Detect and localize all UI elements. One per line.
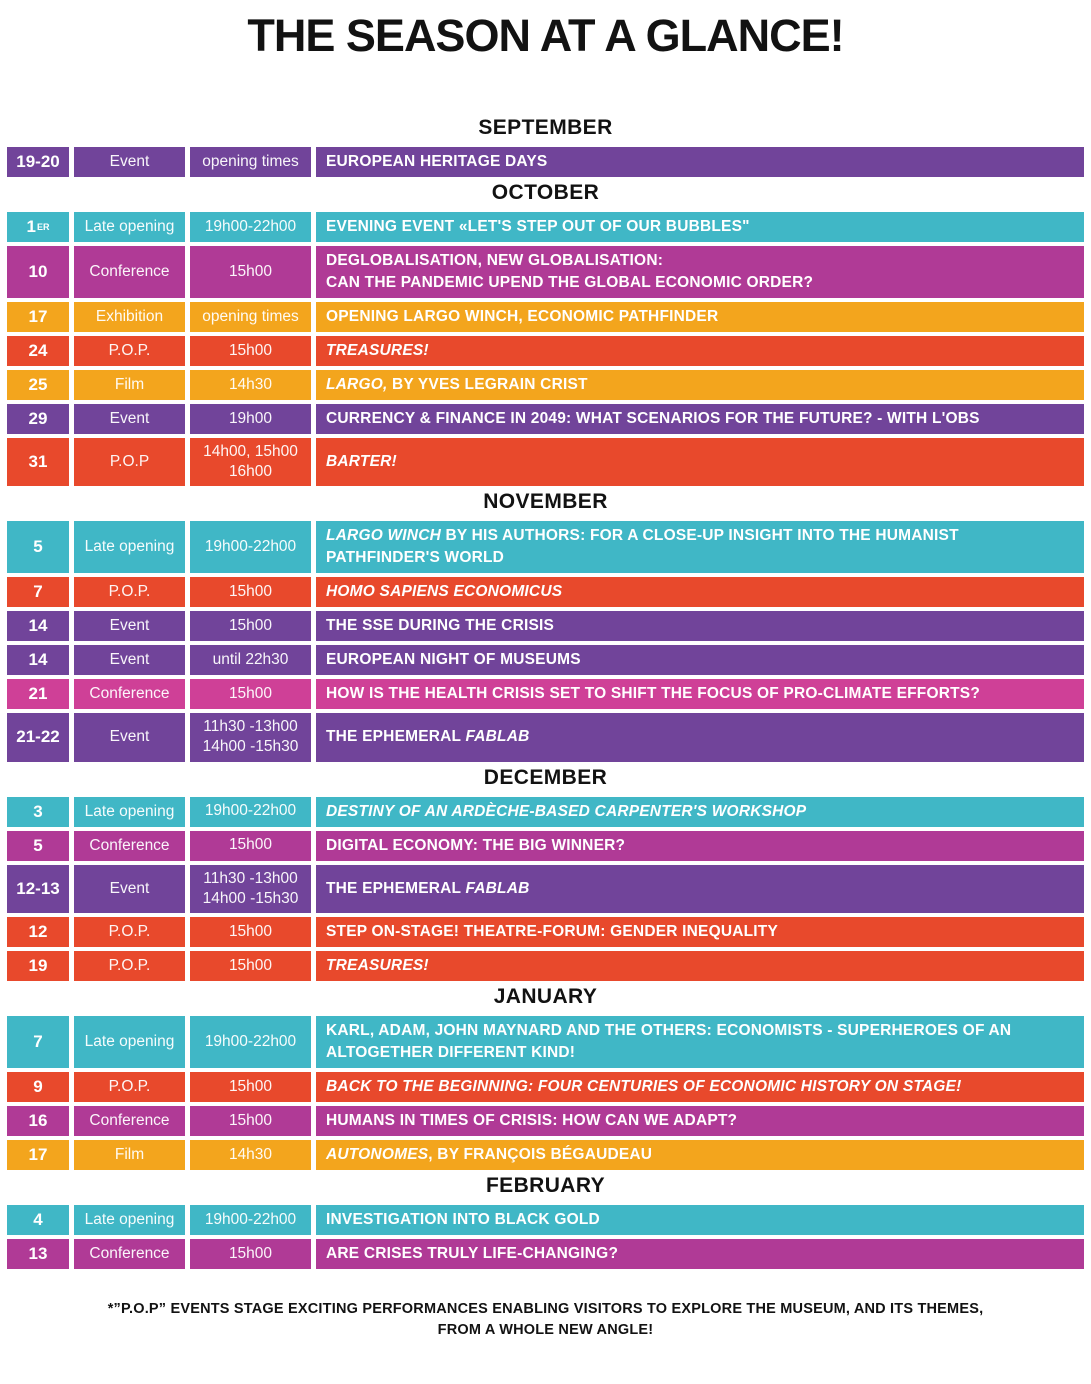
- time-line: 15h00: [228, 1244, 273, 1262]
- title-line: [326, 835, 625, 857]
- type-cell: Event: [74, 404, 185, 434]
- type-cell: Conference: [74, 1106, 185, 1136]
- title-cell: [316, 831, 1084, 861]
- title-segment-italic: HOMO SAPIENS ECONOMICUS: [326, 583, 563, 601]
- date-cell: 19-20: [7, 147, 69, 177]
- title-line: [326, 726, 530, 748]
- title-segment: INVESTIGATION INTO BLACK GOLD: [326, 1210, 600, 1228]
- time-line: 15h00: [228, 583, 273, 601]
- title-segment: , BY FRANÇOIS BÉGAUDEAU: [428, 1145, 653, 1163]
- time-cell: [190, 577, 311, 607]
- time-cell: [190, 1239, 311, 1269]
- footnote-line-2: FROM A WHOLE NEW ANGLE!: [437, 1321, 654, 1338]
- title-line: [326, 878, 530, 900]
- schedule: [7, 116, 1084, 1269]
- title-line: [326, 340, 429, 362]
- type-cell: P.O.P.: [74, 336, 185, 366]
- title-line: [326, 1209, 600, 1231]
- type-cell: Film: [74, 370, 185, 400]
- title-line: [326, 525, 959, 547]
- title-segment: CAN THE PANDEMIC UPEND THE GLOBAL ECONOMIC ORDER?: [326, 274, 814, 291]
- title-segment: HOW IS THE HEALTH CRISIS SET TO SHIFT THE FOCUS OF PRO-CLIMATE EFFORTS?: [326, 685, 980, 703]
- time-line: 19h00-22h00: [204, 1210, 297, 1228]
- time-line: 15h00: [228, 922, 273, 940]
- time-line: 14h00, 15h00: [203, 443, 298, 460]
- title-cell: [316, 370, 1084, 400]
- date-cell: 16: [7, 1106, 69, 1136]
- schedule-row: [7, 1205, 1084, 1235]
- schedule-row: [7, 645, 1084, 675]
- time-line: 14h30: [228, 375, 273, 393]
- type-cell: P.O.P.: [74, 1072, 185, 1102]
- schedule-row: [7, 611, 1084, 641]
- date-cell: 25: [7, 370, 69, 400]
- month-heading: JANUARY: [493, 984, 598, 1008]
- date-cell: 9: [7, 1072, 69, 1102]
- type-cell: Event: [74, 713, 185, 761]
- title-line: [326, 451, 397, 473]
- time-line: 15h00: [228, 685, 273, 703]
- title-cell: [316, 212, 1084, 242]
- title-line: [326, 1110, 737, 1132]
- schedule-row: [7, 1106, 1084, 1136]
- time-line: 14h00 -15h30: [202, 738, 299, 756]
- type-cell: Late opening: [74, 1016, 185, 1068]
- title-cell: [316, 577, 1084, 607]
- month-heading: DECEMBER: [483, 765, 608, 789]
- title-segment: DEGLOBALISATION, NEW GLOBALISATION:: [326, 252, 664, 269]
- type-cell: P.O.P.: [74, 577, 185, 607]
- time-line: opening times: [202, 307, 299, 325]
- time-line: 15h00: [228, 1077, 273, 1095]
- title-segment: KARL, ADAM, JOHN MAYNARD AND THE OTHERS: ECONOMISTS - SUPERHEROES OF AN: [326, 1021, 1012, 1039]
- title-line: [326, 615, 554, 637]
- schedule-row: [7, 1072, 1084, 1102]
- time-cell: [190, 438, 311, 486]
- schedule-row: [7, 246, 1084, 298]
- month-heading: FEBRUARY: [485, 1173, 606, 1197]
- schedule-row: [7, 1239, 1084, 1269]
- time-line: 15h00: [228, 262, 273, 280]
- type-cell: P.O.P.: [74, 917, 185, 947]
- title-segment-italic: FABLAB: [465, 728, 530, 746]
- date-cell: 17: [7, 302, 69, 332]
- title-cell: [316, 438, 1084, 486]
- time-cell: [190, 147, 311, 177]
- title-cell: [316, 1205, 1084, 1235]
- title-line: [326, 955, 429, 977]
- time-line: 15h00: [228, 956, 273, 974]
- title-line: [326, 683, 980, 705]
- type-cell: Conference: [74, 679, 185, 709]
- schedule-row: [7, 577, 1084, 607]
- date-cell: 4: [7, 1205, 69, 1235]
- date-cell: 14: [7, 611, 69, 641]
- type-cell: P.O.P.: [74, 951, 185, 981]
- date-cell: 24: [7, 336, 69, 366]
- type-cell: Conference: [74, 831, 185, 861]
- date-cell: 5: [7, 831, 69, 861]
- type-cell: Late opening: [74, 797, 185, 827]
- title-segment: HUMANS IN TIMES OF CRISIS: HOW CAN WE ADAPT?: [326, 1111, 738, 1129]
- schedule-row: [7, 713, 1084, 761]
- month-heading: OCTOBER: [491, 181, 600, 204]
- date-cell: 5: [7, 521, 69, 573]
- schedule-row: [7, 797, 1084, 827]
- title-cell: [316, 917, 1084, 947]
- title-line: [326, 547, 504, 569]
- title-line: [326, 649, 581, 671]
- title-cell: [316, 611, 1084, 641]
- time-cell: [190, 917, 311, 947]
- title-line: [326, 250, 663, 272]
- type-cell: Late opening: [74, 212, 185, 242]
- title-cell: [316, 521, 1084, 573]
- title-cell: [316, 404, 1084, 434]
- title-segment: EVENING EVENT «LET'S STEP OUT OF OUR BUBBLES": [326, 218, 750, 235]
- type-cell: Late opening: [74, 1205, 185, 1235]
- title-line: [326, 1042, 575, 1064]
- schedule-row: [7, 370, 1084, 400]
- time-line: 15h00: [228, 617, 273, 635]
- title-cell: [316, 336, 1084, 366]
- title-line: [326, 272, 813, 294]
- time-cell: [190, 645, 311, 675]
- title-cell: [316, 679, 1084, 709]
- schedule-row: [7, 147, 1084, 177]
- title-line: [326, 1144, 652, 1166]
- title-cell: [316, 645, 1084, 675]
- time-cell: [190, 521, 311, 573]
- title-segment: ARE CRISES TRULY LIFE-CHANGING?: [326, 1244, 619, 1262]
- title-segment-italic: AUTONOMES: [326, 1145, 429, 1163]
- title-line: [326, 921, 778, 943]
- time-cell: [190, 1016, 311, 1068]
- schedule-row: [7, 404, 1084, 434]
- title-cell: [316, 246, 1084, 298]
- title-segment-italic: DESTINY OF AN ARDÈCHE-BASED CARPENTER'S WORKSHOP: [326, 802, 807, 820]
- time-line: 14h00 -15h30: [202, 889, 299, 907]
- title-cell: [316, 865, 1084, 913]
- time-cell: [190, 1106, 311, 1136]
- time-cell: [190, 865, 311, 913]
- type-cell: Film: [74, 1140, 185, 1170]
- season-schedule-page: [0, 10, 1091, 1341]
- date-cell: 10: [7, 246, 69, 298]
- date-cell: 7: [7, 577, 69, 607]
- title-line: [326, 216, 750, 238]
- date-cell: 21-22: [7, 713, 69, 761]
- time-cell: [190, 246, 311, 298]
- type-cell: Conference: [74, 1239, 185, 1269]
- title-segment: OPENING LARGO WINCH, ECONOMIC PATHFINDER: [326, 308, 719, 325]
- time-cell: [190, 1140, 311, 1170]
- title-line: [326, 408, 980, 430]
- type-cell: Event: [74, 645, 185, 675]
- date-cell: 21: [7, 679, 69, 709]
- schedule-row: [7, 679, 1084, 709]
- time-cell: [190, 831, 311, 861]
- title-cell: [316, 1016, 1084, 1068]
- type-cell: Event: [74, 147, 185, 177]
- date-cell: 17: [7, 1140, 69, 1170]
- footnote: [0, 1299, 1091, 1341]
- time-line: 15h00: [228, 836, 273, 854]
- schedule-row: [7, 1016, 1084, 1068]
- title-cell: [316, 1106, 1084, 1136]
- title-segment: BY YVES LEGRAIN CRIST: [387, 376, 588, 393]
- title-segment: BY HIS AUTHORS: FOR A CLOSE-UP INSIGHT INTO THE HUMANIST: [441, 527, 959, 545]
- type-cell: Exhibition: [74, 302, 185, 332]
- time-cell: [190, 336, 311, 366]
- time-line: 19h00-22h00: [204, 802, 297, 820]
- title-segment: DIGITAL ECONOMY: THE BIG WINNER?: [326, 836, 626, 854]
- title-line: [326, 1020, 1011, 1042]
- time-cell: [190, 370, 311, 400]
- time-line: 15h00: [228, 341, 273, 359]
- title-segment: EUROPEAN NIGHT OF MUSEUMS: [326, 651, 581, 669]
- time-line: 15h00: [228, 1111, 273, 1129]
- title-line: [326, 374, 588, 396]
- title-line: [326, 801, 806, 823]
- page-title: THE SEASON AT A GLANCE!: [247, 10, 844, 61]
- schedule-row: [7, 336, 1084, 366]
- time-cell: [190, 1205, 311, 1235]
- schedule-row: [7, 951, 1084, 981]
- title-line: [326, 1076, 961, 1098]
- schedule-row: [7, 212, 1084, 242]
- time-cell: [190, 1072, 311, 1102]
- title-segment: THE SSE DURING THE CRISIS: [326, 617, 555, 635]
- schedule-row: [7, 831, 1084, 861]
- time-cell: [190, 679, 311, 709]
- title-line: [326, 151, 547, 173]
- time-cell: [190, 212, 311, 242]
- time-line: 19h00-22h00: [204, 1032, 297, 1050]
- title-segment: PATHFINDER'S WORLD: [326, 549, 505, 567]
- title-line: [326, 581, 562, 603]
- month-heading: SEPTEMBER: [478, 116, 613, 139]
- title-segment-italic: LARGO WINCH: [326, 527, 441, 545]
- type-cell: Event: [74, 611, 185, 641]
- time-line: 11h30 -13h00: [203, 718, 298, 736]
- time-line: 19h00: [228, 409, 273, 427]
- title-segment: THE EPHEMERAL: [326, 728, 466, 746]
- time-cell: [190, 404, 311, 434]
- date-cell: 12: [7, 917, 69, 947]
- month-heading: NOVEMBER: [483, 490, 608, 514]
- title-segment: ALTOGETHER DIFFERENT KIND!: [326, 1043, 576, 1061]
- title-cell: [316, 302, 1084, 332]
- title-segment-italic: FABLAB: [465, 879, 530, 897]
- date-cell: 29: [7, 404, 69, 434]
- title-segment-italic: TREASURES!: [326, 956, 429, 974]
- time-cell: [190, 713, 311, 761]
- title-cell: [316, 797, 1084, 827]
- date-cell: 14: [7, 645, 69, 675]
- footnote-line-1: *”P.O.P” EVENTS STAGE EXCITING PERFORMANCES ENABLING VISITORS TO EXPLORE THE MUSEUM, AND ITS THEMES,: [107, 1300, 984, 1317]
- title-segment-italic: BARTER!: [326, 453, 397, 471]
- title-segment: STEP ON-STAGE! THEATRE-FORUM: GENDER INEQUALITY: [326, 922, 779, 940]
- title-segment-italic: BACK TO THE BEGINNING: FOUR CENTURIES OF ECONOMIC HISTORY ON STAGE!: [326, 1077, 962, 1095]
- title-cell: [316, 147, 1084, 177]
- date-cell: 13: [7, 1239, 69, 1269]
- date-cell: 3: [7, 797, 69, 827]
- title-line: [326, 306, 718, 328]
- title-cell: [316, 1072, 1084, 1102]
- title-segment: THE EPHEMERAL: [326, 879, 466, 897]
- time-cell: [190, 611, 311, 641]
- title-line: [326, 1243, 618, 1265]
- title-segment: EUROPEAN HERITAGE DAYS: [326, 153, 548, 170]
- time-line: 16h00: [228, 463, 273, 481]
- title-cell: [316, 1140, 1084, 1170]
- title-cell: [316, 1239, 1084, 1269]
- title-cell: [316, 713, 1084, 761]
- time-cell: [190, 797, 311, 827]
- title-segment-italic: TREASURES!: [326, 342, 429, 359]
- date-cell: 7: [7, 1016, 69, 1068]
- date-cell: 19: [7, 951, 69, 981]
- time-line: 19h00-22h00: [204, 538, 297, 556]
- title-cell: [316, 951, 1084, 981]
- schedule-row: [7, 917, 1084, 947]
- time-line: 14h30: [228, 1145, 273, 1163]
- type-cell: Conference: [74, 246, 185, 298]
- time-cell: [190, 302, 311, 332]
- title-segment-italic: LARGO,: [326, 376, 388, 393]
- schedule-row: [7, 302, 1084, 332]
- type-cell: Event: [74, 865, 185, 913]
- time-line: opening times: [202, 152, 299, 170]
- date-cell: 12-13: [7, 865, 69, 913]
- schedule-row: [7, 1140, 1084, 1170]
- time-line: 19h00-22h00: [204, 217, 297, 235]
- type-cell: Late opening: [74, 521, 185, 573]
- time-line: 11h30 -13h00: [203, 869, 298, 887]
- time-line: until 22h30: [212, 651, 289, 669]
- date-cell: 1 ER: [7, 212, 69, 242]
- type-cell: P.O.P: [74, 438, 185, 486]
- schedule-row: [7, 521, 1084, 573]
- time-cell: [190, 951, 311, 981]
- date-cell: 31: [7, 438, 69, 486]
- schedule-row: [7, 865, 1084, 913]
- schedule-row: [7, 438, 1084, 486]
- title-segment: CURRENCY & FINANCE IN 2049: WHAT SCENARIOS FOR THE FUTURE? - WITH L'OBS: [326, 410, 980, 427]
